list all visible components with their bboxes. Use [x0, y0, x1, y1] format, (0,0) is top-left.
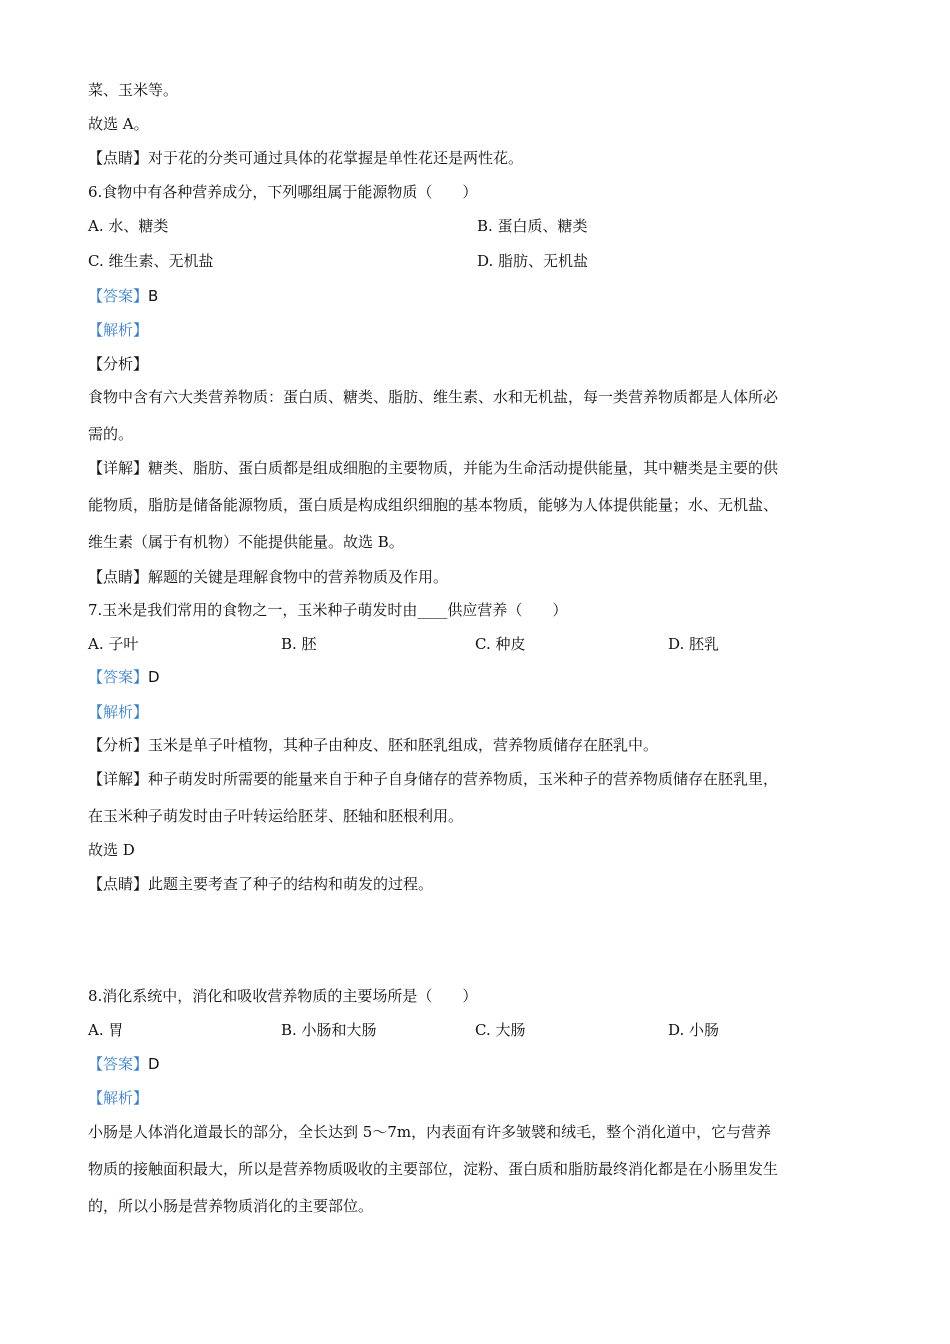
- q6-answer: [88, 286, 158, 306]
- q8-option-c: C. 大肠: [475, 1021, 526, 1039]
- q8-option-a: A. 胃: [88, 1021, 124, 1039]
- answer-value: B: [148, 287, 159, 305]
- q7-option-a: A. 子叶: [88, 635, 139, 653]
- q8-option-d: D. 小肠: [668, 1021, 720, 1039]
- question-7: 7.玉米是我们常用的食物之一，玉米种子萌发时由____供应营养（ ）: [88, 601, 568, 619]
- question-8: 8.消化系统中，消化和吸收营养物质的主要场所是（ ）: [88, 987, 478, 1005]
- text-line: 食物中含有六大类营养物质：蛋白质、糖类、脂肪、维生素、水和无机盐，每一类营养物质都是人体所必: [88, 388, 779, 406]
- answer-value: D: [148, 1055, 160, 1073]
- q7-jiexi-tag: 【解析】: [88, 703, 149, 721]
- q6-jiexi-tag: 【解析】: [88, 321, 149, 339]
- q6-fenxi-tag: 【分析】: [88, 355, 149, 373]
- q7-answer: [88, 667, 160, 687]
- answer-tag: 【答案】: [88, 668, 149, 686]
- text-line: 【点睛】对于花的分类可通过具体的花掌握是单性花还是两性花。: [88, 149, 524, 167]
- text-line: 的，所以小肠是营养物质消化的主要部位。: [88, 1197, 374, 1215]
- q7-option-c: C. 种皮: [475, 635, 526, 653]
- text-line: 能物质，脂肪是储备能源物质，蛋白质是构成组织细胞的基本物质，能够为人体提供能量；水、无机盐、: [88, 496, 779, 514]
- q8-jiexi-tag: 【解析】: [88, 1089, 149, 1107]
- text-line: 【详解】糖类、脂肪、蛋白质都是组成细胞的主要物质，并能为生命活动提供能量，其中糖类是主要的供: [88, 459, 779, 477]
- q6-option-c: C. 维生素、无机盐: [88, 252, 214, 270]
- text-line: 需的。: [88, 425, 134, 443]
- answer-tag: 【答案】: [88, 287, 149, 305]
- answer-tag: 【答案】: [88, 1055, 149, 1073]
- text-line: 【详解】种子萌发时所需要的能量来自于种子自身储存的营养物质，玉米种子的营养物质储存在胚乳里，: [88, 770, 779, 788]
- text-line: 故选 A。: [88, 115, 149, 133]
- text-line: 【点睛】此题主要考查了种子的结构和萌发的过程。: [88, 875, 434, 893]
- text-line: 【分析】玉米是单子叶植物，其种子由种皮、胚和胚乳组成，营养物质储存在胚乳中。: [88, 736, 659, 754]
- q8-option-b: B. 小肠和大肠: [281, 1021, 377, 1039]
- q7-option-d: D. 胚乳: [668, 635, 720, 653]
- text-line: 小肠是人体消化道最长的部分，全长达到 5～7m，内表面有许多皱襞和绒毛，整个消化道中，它与营养: [88, 1123, 772, 1141]
- q7-option-b: B. 胚: [281, 635, 317, 653]
- q6-option-d: D. 脂肪、无机盐: [477, 252, 589, 270]
- text-line: 物质的接触面积最大，所以是营养物质吸收的主要部位，淀粉、蛋白质和脂肪最终消化都是在小肠里发生: [88, 1160, 779, 1178]
- answer-value: D: [148, 668, 160, 686]
- text-line: 维生素（属于有机物）不能提供能量。故选 B。: [88, 533, 404, 551]
- q6-option-b: B. 蛋白质、糖类: [477, 217, 588, 235]
- q8-answer: [88, 1054, 160, 1074]
- q6-option-a: A. 水、糖类: [88, 217, 169, 235]
- text-line: 故选 D: [88, 841, 135, 859]
- text-line: 【点睛】解题的关键是理解食物中的营养物质及作用。: [88, 568, 449, 586]
- question-6: 6.食物中有各种营养成分，下列哪组属于能源物质（ ）: [88, 183, 478, 201]
- text-line: 菜、玉米等。: [88, 81, 179, 99]
- text-line: 在玉米种子萌发时由子叶转运给胚芽、胚轴和胚根利用。: [88, 807, 464, 825]
